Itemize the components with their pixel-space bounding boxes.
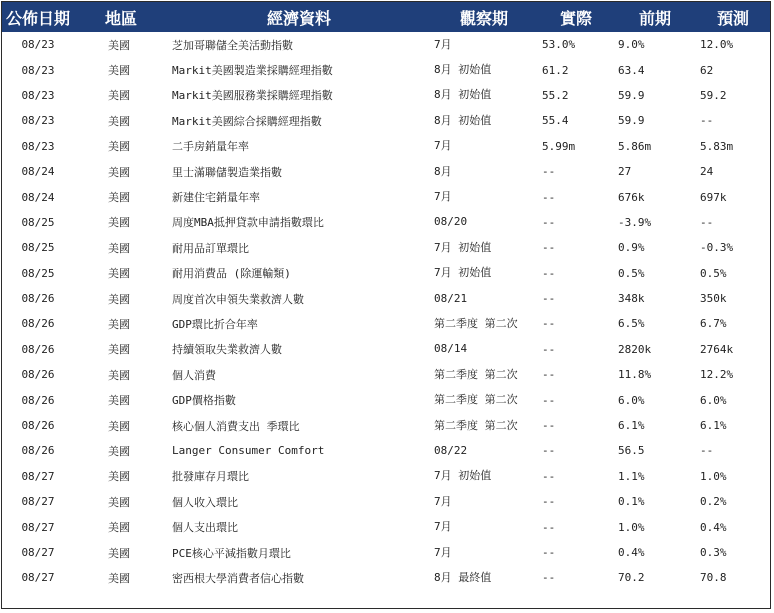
table-row — [2, 159, 770, 184]
forecast-cell: 0.4% — [700, 520, 727, 534]
indicator-cell: 個人消費 — [172, 368, 216, 382]
table-row — [2, 83, 770, 108]
period-cell: 8月 初始值 — [434, 63, 492, 77]
previous-cell: -3.9% — [618, 215, 652, 229]
period-cell: 7月 — [434, 520, 452, 534]
indicator-cell: 持續領取失業救濟人數 — [172, 343, 282, 357]
actual-cell: 5.99m — [542, 139, 576, 153]
forecast-cell: -0.3% — [700, 241, 734, 255]
date-cell: 08/25 — [21, 266, 55, 280]
indicator-cell: 里士滿聯儲製造業指數 — [172, 165, 282, 179]
period-cell: 7月 初始值 — [434, 240, 492, 254]
indicator-cell: Markit美國製造業採購經理指數 — [172, 64, 333, 78]
header-previous: 前期 — [614, 2, 696, 32]
actual-cell: 55.2 — [542, 88, 569, 102]
previous-cell: 59.9 — [618, 114, 645, 128]
indicator-cell: Markit美國服務業採購經理指數 — [172, 89, 333, 103]
previous-cell: 59.9 — [618, 88, 645, 102]
forecast-cell: 6.1% — [700, 419, 727, 433]
indicator-cell: 新建住宅銷量年率 — [172, 191, 260, 205]
indicator-cell: GDP價格指數 — [172, 394, 236, 408]
date-cell: 08/24 — [21, 190, 55, 204]
header-forecast: 預測 — [696, 2, 770, 32]
previous-cell: 27 — [618, 165, 632, 179]
indicator-cell: 二手房銷量年率 — [172, 140, 249, 154]
region-cell: 美國 — [108, 140, 130, 154]
date-cell: 08/27 — [21, 546, 55, 559]
header-actual: 實際 — [538, 2, 614, 32]
region-cell: 美國 — [108, 444, 130, 458]
period-cell: 7月 — [434, 190, 452, 204]
previous-cell: 63.4 — [618, 63, 645, 77]
indicator-cell: 批發庫存月環比 — [172, 470, 249, 484]
date-cell: 08/25 — [21, 241, 55, 255]
actual-cell: 53.0% — [542, 38, 576, 52]
date-cell: 08/27 — [21, 571, 55, 585]
actual-cell: -- — [542, 571, 556, 585]
period-cell: 第二季度 第二次 — [434, 367, 518, 381]
region-cell: 美國 — [108, 216, 130, 230]
forecast-cell: -- — [700, 444, 714, 458]
actual-cell: 61.2 — [542, 63, 569, 77]
previous-cell: 9.0% — [618, 38, 645, 52]
indicator-cell: 密西根大學消費者信心指數 — [172, 571, 304, 585]
region-cell: 美國 — [108, 114, 130, 128]
table-row — [2, 235, 770, 260]
table-row — [2, 311, 770, 336]
table-row — [2, 337, 770, 362]
period-cell: 7月 — [434, 139, 452, 153]
forecast-cell: 5.83m — [700, 139, 734, 153]
region-cell: 美國 — [108, 317, 130, 331]
region-cell: 美國 — [108, 165, 130, 179]
previous-cell: 348k — [618, 292, 645, 306]
indicator-cell: 芝加哥聯儲全美活動指數 — [172, 38, 293, 52]
actual-cell: -- — [542, 419, 556, 433]
previous-cell: 1.1% — [618, 469, 645, 483]
date-cell: 08/23 — [21, 63, 55, 77]
period-cell: 7月 初始值 — [434, 266, 492, 280]
table-row — [2, 261, 770, 286]
date-cell: 08/26 — [21, 292, 55, 306]
period-cell: 第二季度 第二次 — [434, 418, 518, 432]
region-cell: 美國 — [108, 89, 130, 103]
table-row — [2, 57, 770, 82]
previous-cell: 1.0% — [618, 520, 645, 534]
date-cell: 08/25 — [21, 215, 55, 229]
region-cell: 美國 — [108, 267, 130, 281]
indicator-cell: 周度首次申領失業救濟人數 — [172, 292, 304, 306]
period-cell: 8月 — [434, 164, 452, 178]
table-row — [2, 387, 770, 412]
forecast-cell: -- — [700, 114, 714, 128]
table-row — [2, 489, 770, 514]
region-cell: 美國 — [108, 241, 130, 255]
table-row — [2, 362, 770, 387]
indicator-cell: 周度MBA抵押貸款申請指數環比 — [172, 216, 324, 230]
date-cell: 08/23 — [21, 88, 55, 102]
forecast-cell: 350k — [700, 292, 727, 306]
period-cell: 8月 初始值 — [434, 88, 492, 102]
forecast-cell: 0.3% — [700, 546, 727, 559]
table-row — [2, 210, 770, 235]
region-cell: 美國 — [108, 546, 130, 560]
actual-cell: -- — [542, 495, 556, 509]
indicator-cell: 耐用消費品 (除運輸類) — [172, 267, 291, 281]
actual-cell: -- — [542, 546, 556, 559]
previous-cell: 0.4% — [618, 546, 645, 559]
date-cell: 08/23 — [21, 38, 55, 52]
date-cell: 08/26 — [21, 393, 55, 407]
table-row — [2, 32, 770, 57]
actual-cell: -- — [542, 444, 556, 458]
date-cell: 08/27 — [21, 520, 55, 534]
date-cell: 08/26 — [21, 317, 55, 331]
actual-cell: -- — [542, 190, 556, 204]
previous-cell: 56.5 — [618, 444, 645, 458]
header-release-date: 公佈日期 — [2, 2, 74, 32]
forecast-cell: 70.8 — [700, 571, 727, 585]
header-region: 地區 — [74, 2, 168, 32]
previous-cell: 11.8% — [618, 368, 652, 382]
actual-cell: -- — [542, 469, 556, 483]
table-row — [2, 540, 770, 565]
previous-cell: 2820k — [618, 342, 652, 356]
previous-cell: 6.1% — [618, 419, 645, 433]
indicator-cell: Markit美國綜合採購經理指數 — [172, 114, 322, 128]
table-row — [2, 565, 770, 590]
period-cell: 第二季度 第二次 — [434, 393, 518, 407]
region-cell: 美國 — [108, 394, 130, 408]
table-row — [2, 514, 770, 539]
indicator-cell: 個人支出環比 — [172, 521, 238, 535]
table-row — [2, 108, 770, 133]
forecast-cell: 24 — [700, 165, 714, 179]
actual-cell: -- — [542, 165, 556, 179]
previous-cell: 5.86m — [618, 139, 652, 153]
forecast-cell: 12.0% — [700, 38, 734, 52]
date-cell: 08/24 — [21, 165, 55, 179]
economic-calendar-table-frame — [1, 1, 771, 609]
header-observation-period: 觀察期 — [430, 2, 538, 32]
period-cell: 第二季度 第二次 — [434, 316, 518, 330]
period-cell: 7月 初始值 — [434, 469, 492, 483]
indicator-cell: PCE核心平減指數月環比 — [172, 546, 291, 560]
date-cell: 08/26 — [21, 342, 55, 356]
table-row — [2, 184, 770, 209]
actual-cell: -- — [542, 241, 556, 255]
period-cell: 8月 最終值 — [434, 570, 492, 584]
table-row — [2, 134, 770, 159]
table-row — [2, 413, 770, 438]
indicator-cell: 個人收入環比 — [172, 495, 238, 509]
forecast-cell: 6.7% — [700, 317, 727, 331]
actual-cell: -- — [542, 266, 556, 280]
date-cell: 08/27 — [21, 495, 55, 509]
previous-cell: 0.9% — [618, 241, 645, 255]
forecast-cell: 2764k — [700, 342, 734, 356]
region-cell: 美國 — [108, 495, 130, 509]
region-cell: 美國 — [108, 38, 130, 52]
period-cell: 8月 初始值 — [434, 113, 492, 127]
actual-cell: -- — [542, 368, 556, 382]
region-cell: 美國 — [108, 343, 130, 357]
actual-cell: -- — [542, 520, 556, 534]
previous-cell: 676k — [618, 190, 645, 204]
actual-cell: -- — [542, 393, 556, 407]
region-cell: 美國 — [108, 64, 130, 78]
period-cell: 08/20 — [434, 215, 468, 229]
date-cell: 08/26 — [21, 444, 55, 458]
period-cell: 7月 — [434, 545, 452, 559]
date-cell: 08/23 — [21, 114, 55, 128]
indicator-cell: 耐用品訂單環比 — [172, 241, 249, 255]
region-cell: 美國 — [108, 292, 130, 306]
indicator-cell: Langer Consumer Comfort — [172, 444, 325, 458]
forecast-cell: 0.2% — [700, 495, 727, 509]
previous-cell: 6.0% — [618, 393, 645, 407]
indicator-cell: 核心個人消費支出 季環比 — [172, 419, 300, 433]
forecast-cell: 1.0% — [700, 469, 727, 483]
table-row — [2, 464, 770, 489]
date-cell: 08/27 — [21, 469, 55, 483]
actual-cell: -- — [542, 292, 556, 306]
actual-cell: -- — [542, 342, 556, 356]
period-cell: 08/22 — [434, 443, 468, 457]
forecast-cell: 59.2 — [700, 88, 727, 102]
region-cell: 美國 — [108, 470, 130, 484]
previous-cell: 70.2 — [618, 571, 645, 585]
date-cell: 08/26 — [21, 419, 55, 433]
region-cell: 美國 — [108, 521, 130, 535]
region-cell: 美國 — [108, 571, 130, 585]
forecast-cell: 12.2% — [700, 368, 734, 382]
previous-cell: 6.5% — [618, 317, 645, 331]
economic-calendar-table — [2, 2, 770, 591]
table-row — [2, 286, 770, 311]
period-cell: 7月 — [434, 37, 452, 51]
forecast-cell: 697k — [700, 190, 727, 204]
previous-cell: 0.5% — [618, 266, 645, 280]
region-cell: 美國 — [108, 191, 130, 205]
forecast-cell: -- — [700, 215, 714, 229]
forecast-cell: 0.5% — [700, 266, 727, 280]
table-row — [2, 438, 770, 463]
actual-cell: 55.4 — [542, 114, 569, 128]
actual-cell: -- — [542, 215, 556, 229]
region-cell: 美國 — [108, 368, 130, 382]
period-cell: 08/14 — [434, 342, 468, 356]
header-row — [2, 2, 770, 32]
forecast-cell: 62 — [700, 63, 714, 77]
indicator-cell: GDP環比折合年率 — [172, 317, 258, 331]
header-economic-data: 經濟資料 — [168, 2, 430, 32]
actual-cell: -- — [542, 317, 556, 331]
previous-cell: 0.1% — [618, 495, 645, 509]
period-cell: 08/21 — [434, 291, 468, 305]
date-cell: 08/23 — [21, 139, 55, 153]
forecast-cell: 6.0% — [700, 393, 727, 407]
region-cell: 美國 — [108, 419, 130, 433]
date-cell: 08/26 — [21, 368, 55, 382]
period-cell: 7月 — [434, 494, 452, 508]
